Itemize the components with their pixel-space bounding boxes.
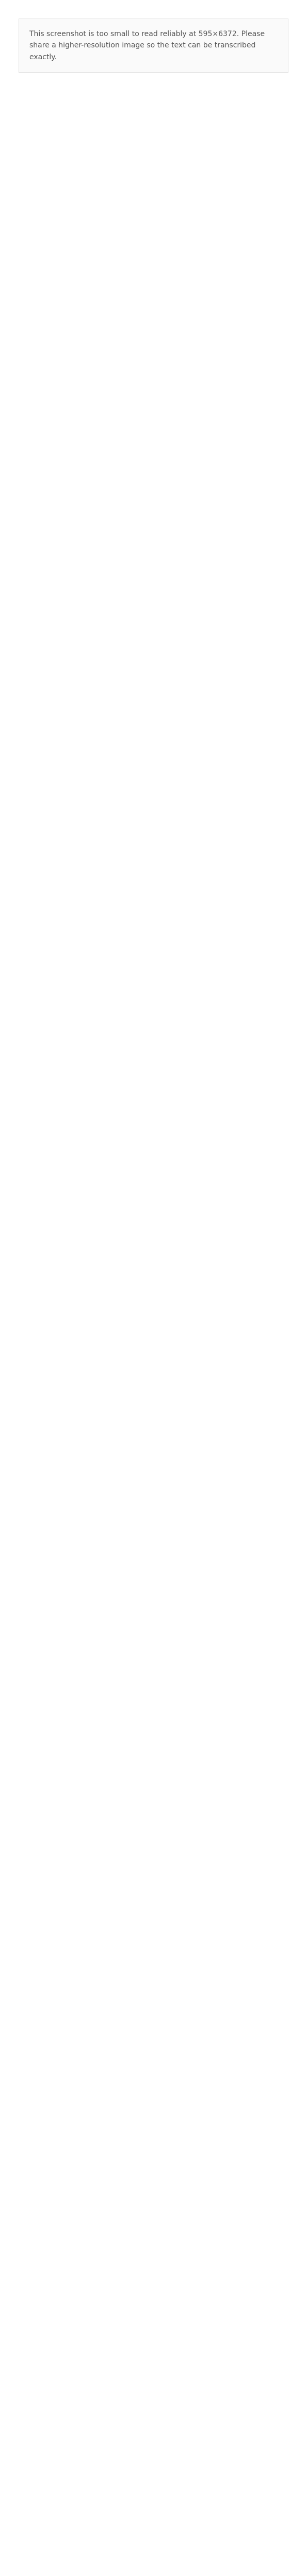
notice-message: This screenshot is too small to read reliably at 595×6372. Please share a higher-resolution image so the text can be transcribed exactly. xyxy=(29,30,265,61)
transcription-notice xyxy=(19,19,288,73)
